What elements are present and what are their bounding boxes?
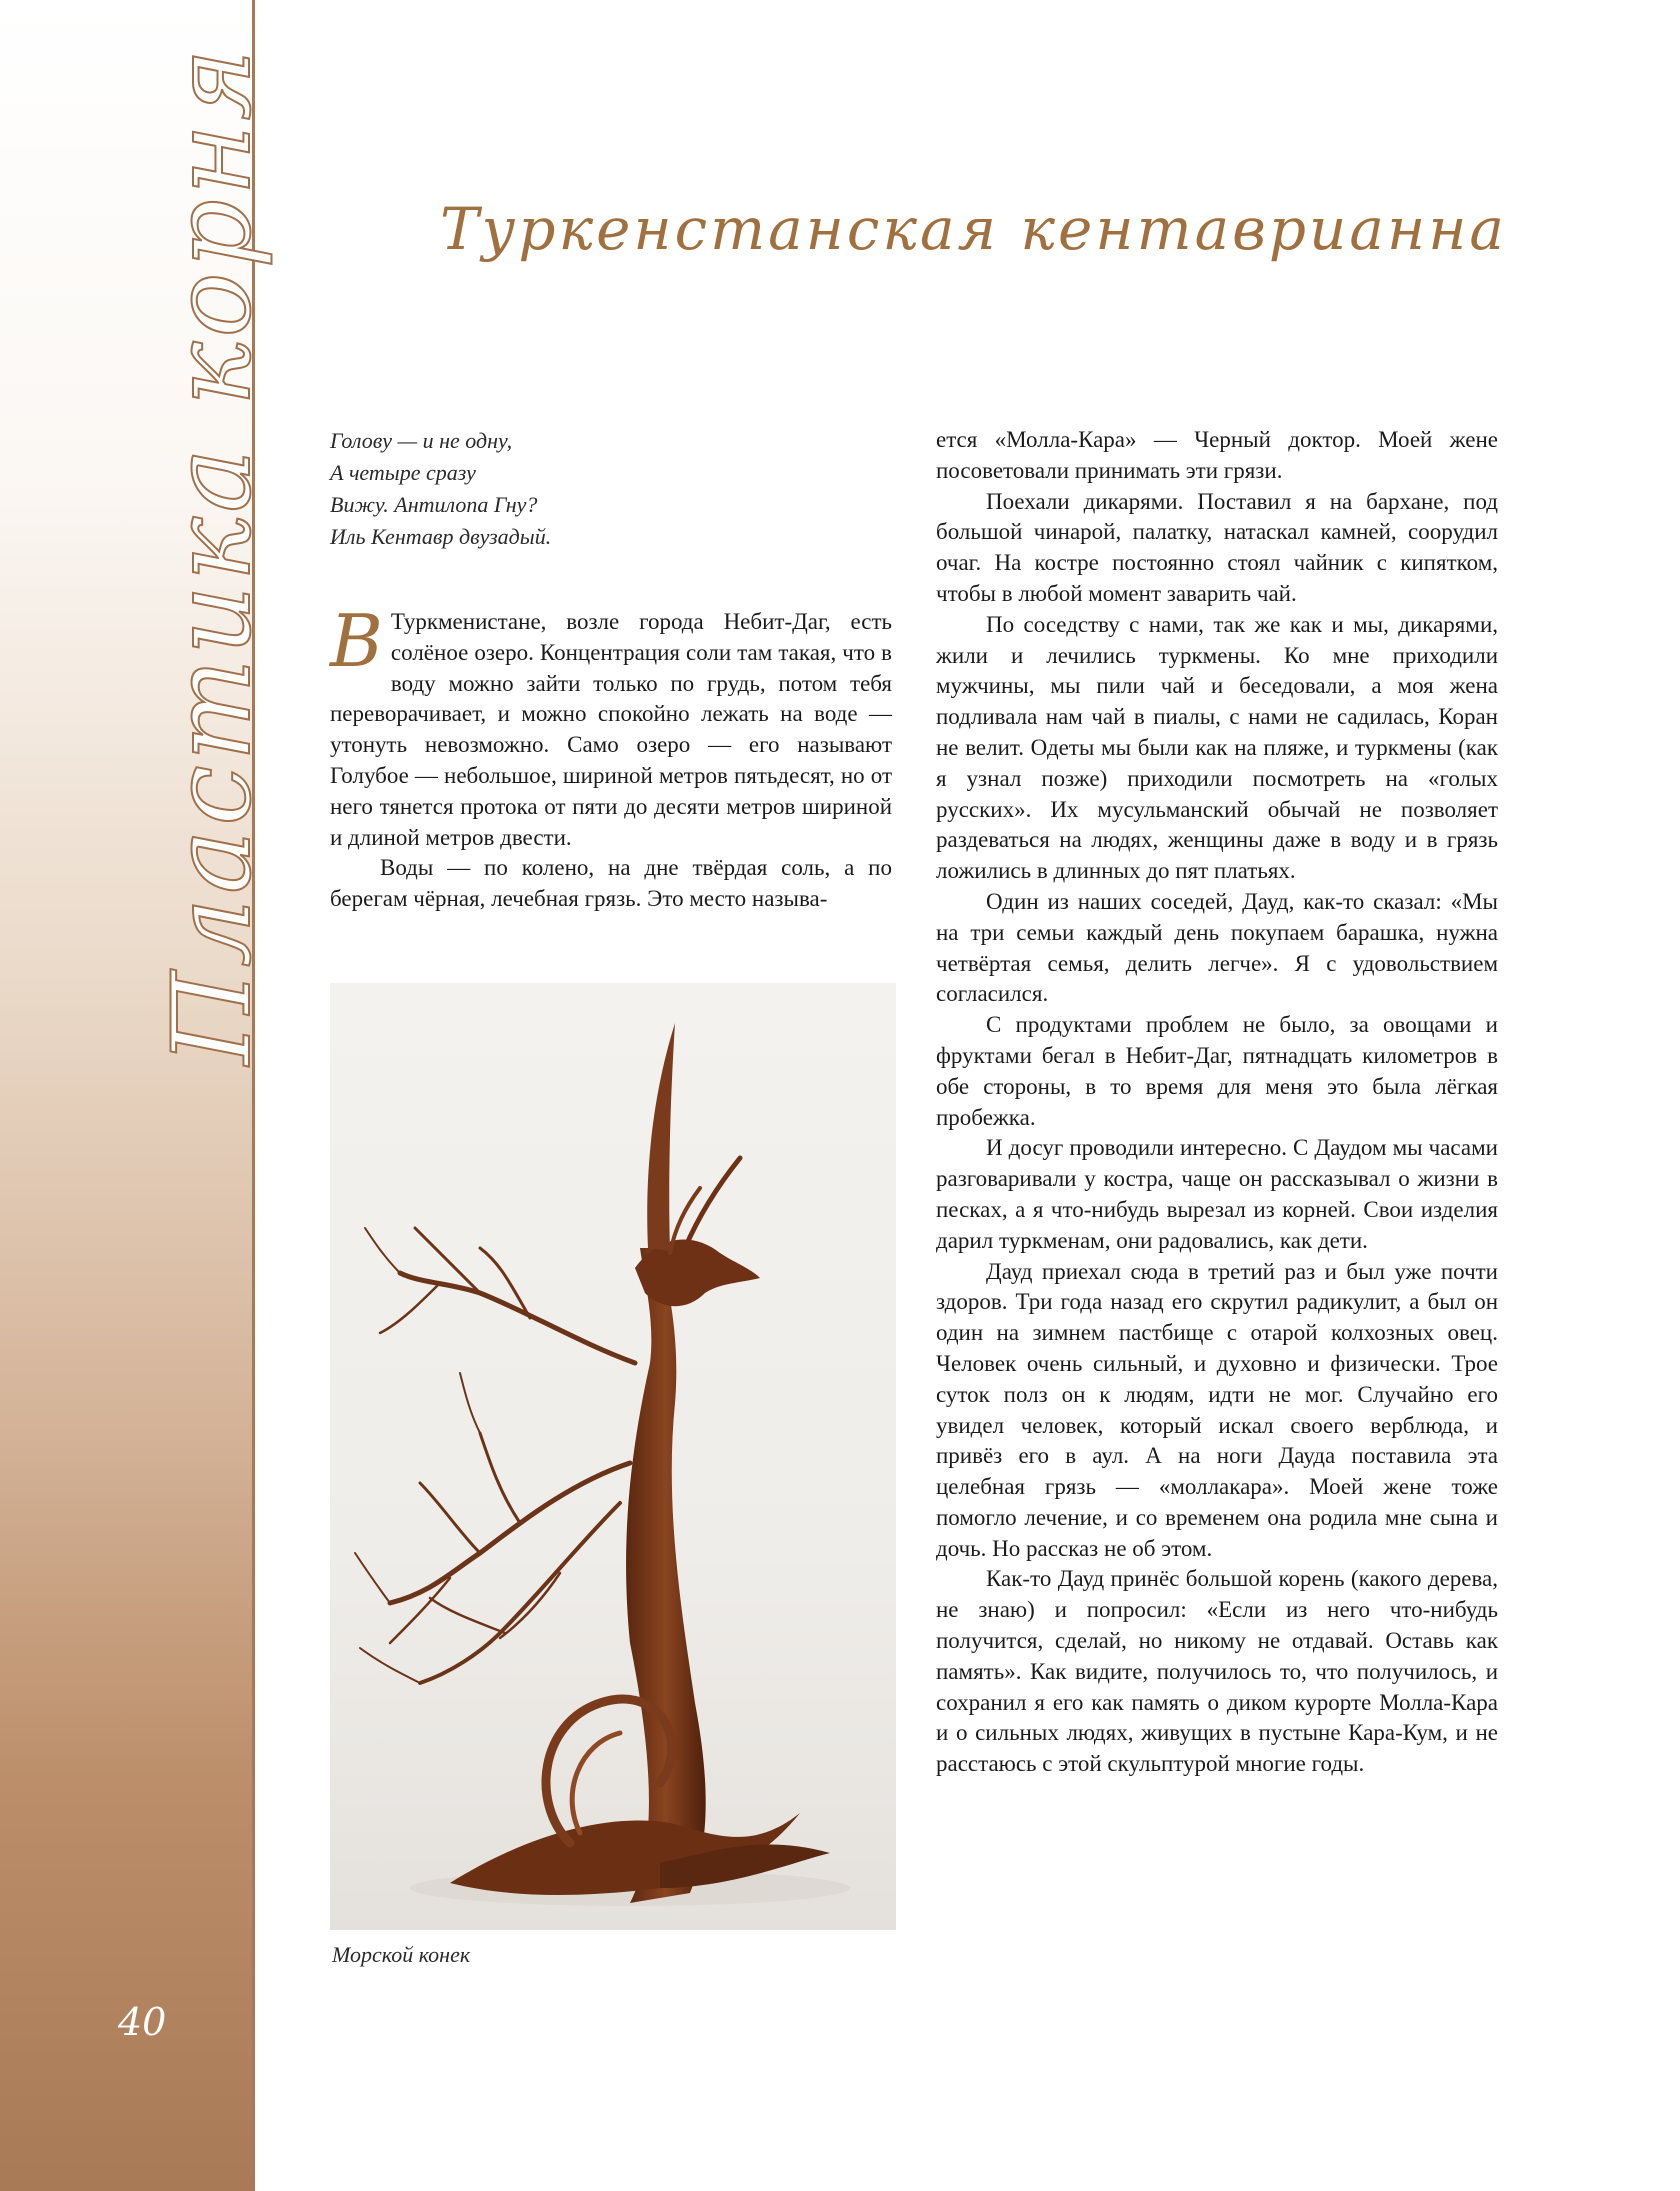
sculpture-photo (330, 983, 896, 1930)
epigraph (330, 425, 890, 553)
paragraph: И досуг проводили интересно. С Даудом мы часами разговаривали у костра, чаще он рассказывал о жизни в песках, а я что-нибудь вырезал из корней. Свои изделия дарил туркменам, они радовались, как дети. (936, 1135, 1498, 1253)
paragraph: Дауд приехал сюда в третий раз и был уже почти здоров. Три года назад его скрутил радикулит, а был он один на зимнем пастбище с отарой колхозных овец. Человек очень сильный, и духовно и физически. Трое суток полз он к людям, идти не мог. Случайно его увидел человек, который искал своего верблюда, и привёз его в аул. А на ноги Дауда поставила эта целебная грязь — «моллакара». Моей жене тоже помогло лечение, и со временем она родила мне сына и дочь. Но рассказ не об этом. (936, 1258, 1498, 1561)
paragraph: По соседству с нами, так же как и мы, дикарями, жили и лечились туркмены. Ко мне приходили мужчины, мы пили чай и беседовали, а моя жена подливала нам чай в пиалы, с нами не садилась, Коран не велит. Одеты мы были как на пляже, и туркмены (как я узнал позже) приходили посмотреть на «голых русских». Их мусульманский обычай не позволяет раздеваться на людях, женщины даже в воду и в грязь ложились в длинных до пят платьях. (936, 611, 1498, 884)
paragraph: Туркменистане, возле города Небит-Даг, есть солёное озеро. Концентрация соли там такая, что в воду можно зайти только по грудь, потом тебя переворачивает, и можно спокойно лежать на воде — утонуть невозможно. Само озеро — его называют Голубое — небольшое, шириной метров пятьдесят, но от него тянется протока от пяти до десяти метров шириной и длиной метров двести. (330, 609, 892, 850)
left-column (330, 599, 892, 915)
paragraph: Один из наших соседей, Дауд, как-то сказал: «Мы на три семьи каждый день покупаем барашка, нужна четвёртая семья, делить легче». Я с удовольствием согласился. (936, 888, 1498, 1007)
section-title: Пластика корня (150, 44, 275, 1065)
sidebar (0, 0, 275, 2191)
paragraph: Как-то Дауд принёс большой корень (какого дерева, не знаю) и попросил: «Если из него что-нибудь получится, сделай, но никому не отдавай. Оставь как память». Как видите, получилось то, что получилось, и сохранил я его как память о диком курорте Молла-Кара и о сильных людях, живущих в пустыне Кара-Кум, и не расстаюсь с этой скульптурой многие годы. (936, 1566, 1498, 1777)
epigraph-line: Голову — и не одну, (330, 428, 513, 453)
epigraph-line: А четыре сразу (330, 460, 476, 485)
sculpture-illustration (330, 983, 896, 1930)
paragraph: Воды — по колено, на дне твёрдая соль, а по берегам чёрная, лечебная грязь. Это место называ- (330, 855, 892, 912)
paragraph: С продуктами проблем не было, за овощами и фруктами бегал в Небит-Даг, пятнадцать километров в обе стороны, в то время для меня это была лёгкая пробежка. (936, 1012, 1498, 1130)
paragraph: Поехали дикарями. Поставил я на бархане, под большой чинарой, палатку, натаскал камней, соорудил очаг. На костре постоянно стоял чайник с кипятком, чтобы в любой момент заварить чай. (936, 488, 1498, 606)
epigraph-line: Иль Кентавр двузадый. (330, 524, 552, 549)
paragraph: ется «Молла-Кара» — Черный доктор. Моей жене посоветовали принимать эти грязи. (936, 427, 1498, 483)
page-title: Туркенстанская кентаврианна (440, 195, 1507, 263)
photo-caption: Морской конек (332, 1942, 471, 1967)
right-column (936, 425, 1498, 1780)
page-number: 40 (118, 2000, 167, 2044)
epigraph-line: Вижу. Антилопа Гну? (330, 492, 538, 517)
drop-cap: В (330, 599, 383, 683)
